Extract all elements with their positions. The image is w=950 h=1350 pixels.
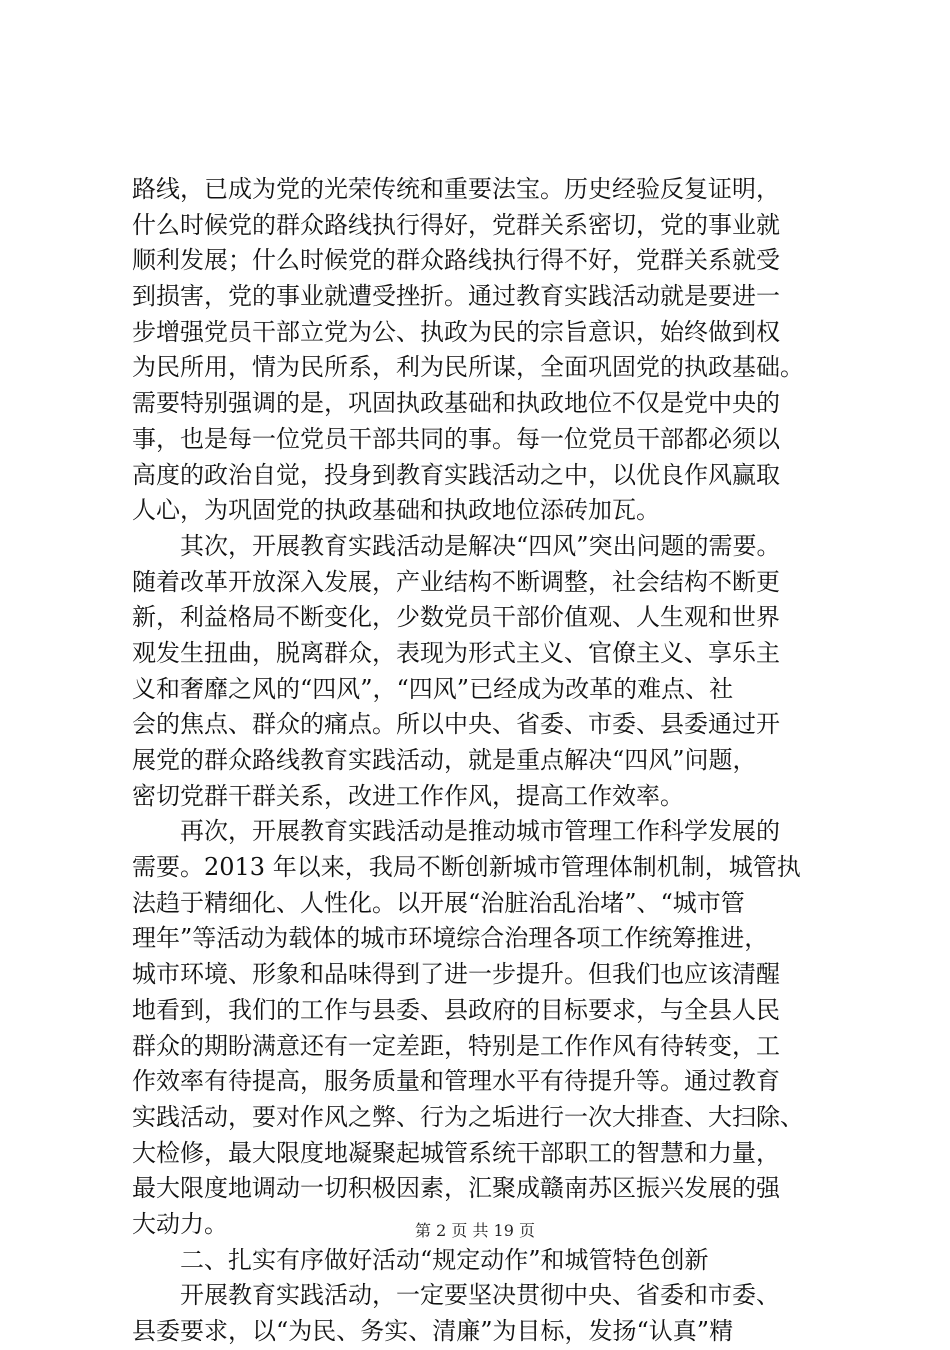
text-line: 会的焦点、群众的痛点。所以中央、省委、市委、县委通过开 [132,710,780,739]
text-line: 什么时候党的群众路线执行得好，党群关系密切，党的事业就 [132,210,780,239]
text-line: 义和奢靡之风的“四风”，“四风”已经成为改革的难点、社 [132,674,734,703]
text-line: 实践活动，要对作风之弊、行为之垢进行一次大排查、大扫除、 [132,1102,804,1131]
text-line: 人心，为巩固党的执政基础和执政地位添砖加瓦。 [132,496,660,525]
text-line: 顺利发展；什么时候党的群众路线执行得不好，党群关系就受 [132,246,780,275]
text-line: 作效率有待提高，服务质量和管理水平有待提升等。通过教育 [132,1067,780,1096]
text-line: 步增强党员干部立党为公、执政为民的宗旨意识，始终做到权 [132,317,780,346]
text-line: 理年”等活动为载体的城市环境综合治理各项工作统筹推进， [132,924,769,953]
text-line: 密切党群干群关系，改进工作作风，提高工作效率。 [132,781,684,810]
text-line: 为民所用，情为民所系，利为民所谋，全面巩固党的执政基础。 [132,353,804,382]
body-text [132,172,832,1350]
text-line: 群众的期盼满意还有一定差距，特别是工作作风有待转变，工 [132,1031,780,1060]
text-line: 法趋于精细化、人性化。以开展“治脏治乱治堵”、“城市管 [132,888,745,917]
text-line: 需要特别强调的是，巩固执政基础和执政地位不仅是党中央的 [132,389,780,418]
text-line: 大动力。 [132,1209,228,1238]
text-line: 再次，开展教育实践活动是推动城市管理工作科学发展的 [132,817,780,846]
text-line: 高度的政治自觉，投身到教育实践活动之中，以优良作风赢取 [132,460,780,489]
text-line: 路线，已成为党的光荣传统和重要法宝。历史经验反复证明， [132,175,780,203]
text-line: 观发生扭曲，脱离群众，表现为形式主义、官僚主义、享乐主 [132,638,780,667]
text-line: 随着改革开放深入发展，产业结构不断调整，社会结构不断更 [132,567,780,596]
page-footer: 第 2 页 共 19 页 [415,1221,535,1240]
text-line: 县委要求，以“为民、务实、清廉”为目标，发扬“认真”精 [132,1317,734,1345]
text-line: 需要。2013 年以来，我局不断创新城市管理体制机制，城管执 [132,853,801,882]
text-line: 其次，开展教育实践活动是解决“四风”突出问题的需要。 [132,531,781,560]
text-line: 展党的群众路线教育实践活动，就是重点解决“四风”问题， [132,746,757,774]
text-line: 二、扎实有序做好活动“规定动作”和城管特色创新 [132,1245,709,1274]
text-line: 开展教育实践活动，一定要坚决贯彻中央、省委和市委、 [132,1281,780,1310]
text-line: 最大限度地调动一切积极因素，汇聚成赣南苏区振兴发展的强 [132,1174,780,1203]
text-line: 地看到，我们的工作与县委、县政府的目标要求，与全县人民 [132,995,780,1024]
text-line: 大检修，最大限度地凝聚起城管系统干部职工的智慧和力量， [132,1138,780,1167]
text-line: 事，也是每一位党员干部共同的事。每一位党员干部都必须以 [132,424,780,453]
text-line: 到损害，党的事业就遭受挫折。通过教育实践活动就是要进一 [132,282,780,311]
text-line: 新，利益格局不断变化，少数党员干部价值观、人生观和世界 [132,603,780,632]
text-line: 城市环境、形象和品味得到了进一步提升。但我们也应该清醒 [132,960,780,989]
